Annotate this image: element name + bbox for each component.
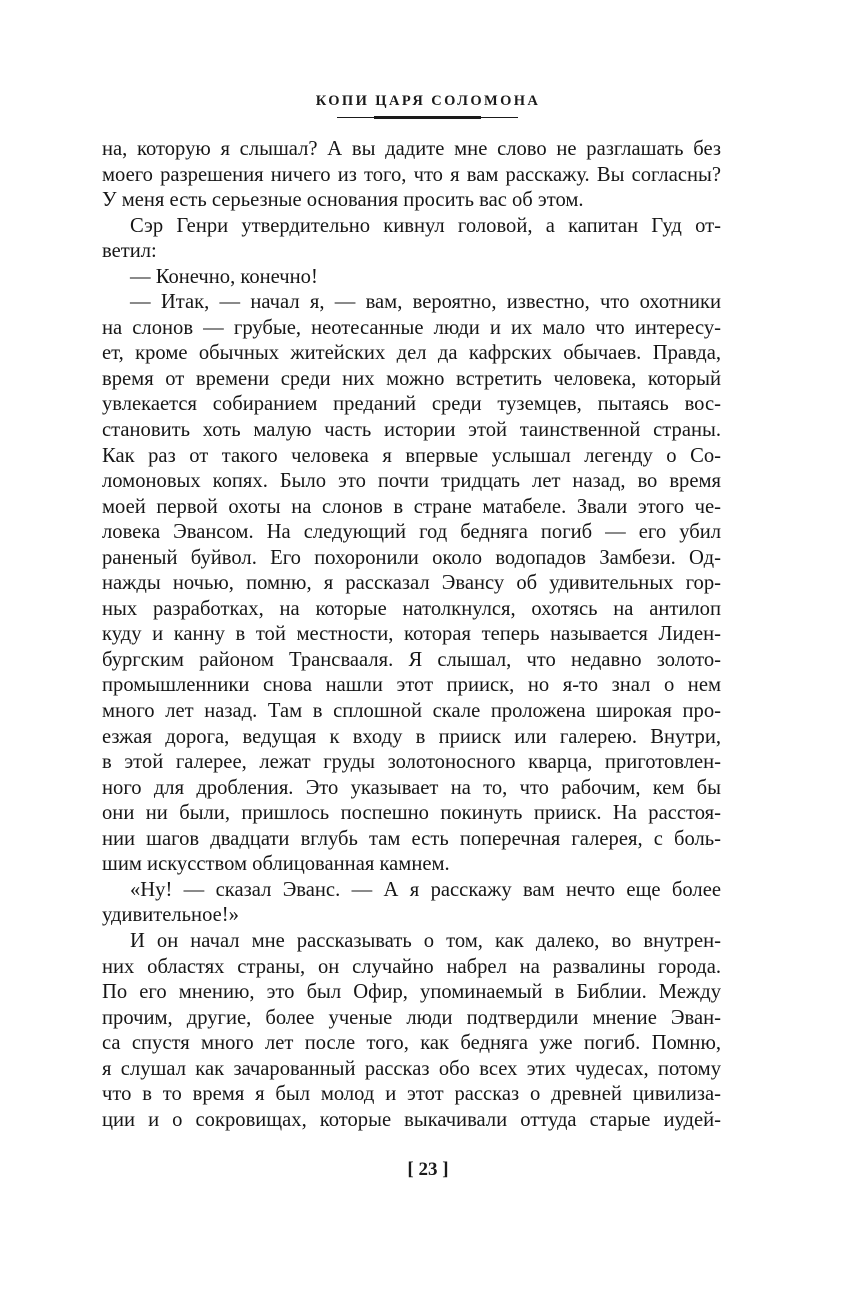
text-line: Сэр Генри утвердительно кивнул головой, а капитан Гуд от- — [130, 214, 721, 237]
text-line: я слушал как зачарованный рассказ обо всех этих чудесах, потому — [102, 1057, 721, 1080]
text-line: удивительное!» — [102, 904, 239, 927]
text-line: промышленники снова нашли этот прииск, но я-то знал о нем — [102, 674, 721, 697]
text-line: И он начал мне рассказывать о том, как далеко, во внутрен- — [130, 929, 721, 952]
text-line: они ни были, пришлось поспешно покинуть прииск. На расстоя- — [102, 802, 721, 825]
text-line: становить хоть малую часть истории этой таинственной страны. — [102, 419, 721, 442]
text-line: много лет назад. Там в сплошной скале проложена широкая про- — [102, 700, 721, 723]
text-line: нажды ночью, помню, я рассказал Эвансу об удивительных гор- — [102, 572, 721, 595]
text-line: ных разработках, на которые натолкнулся, охотясь на антилоп — [102, 597, 721, 620]
text-line: в этой галерее, лежат груды золотоносного кварца, приготовлен- — [102, 751, 721, 774]
page-number: [ 23 ] — [407, 1159, 449, 1180]
text-line: ного для дробления. Это указывает на то, что рабочим, кем бы — [102, 776, 721, 799]
running-title: КОПИ ЦАРЯ СОЛОМОНА — [315, 93, 541, 109]
text-line: бургским районом Трансвааля. Я слышал, что недавно золото- — [102, 648, 721, 671]
text-line: «Ну! — сказал Эванс. — А я расскажу вам нечто еще более — [130, 878, 721, 901]
text-line: раненый буйвол. Его похоронили около водопадов Замбези. Од- — [102, 546, 721, 569]
text-line: Как раз от такого человека я впервые услышал легенду о Со- — [102, 444, 721, 467]
text-line: что в то время я был молод и этот рассказ о древней цивилиза- — [102, 1083, 721, 1106]
text-line: прочим, другие, более ученые люди подтвердили мнение Эван- — [102, 1006, 721, 1029]
text-line: — Итак, — начал я, — вам, вероятно, известно, что охотники — [130, 291, 721, 314]
text-line: са спустя много лет после того, как бедняга уже погиб. Помню, — [102, 1032, 721, 1055]
body-text — [102, 137, 721, 1133]
text-line: куду и канну в той местности, которая теперь называется Лиден- — [102, 623, 721, 646]
text-line: ломоновых копях. Было это почти тридцать лет назад, во время — [102, 470, 721, 493]
header-rule-accent — [374, 116, 481, 119]
text-line: — Конечно, конечно! — [130, 265, 318, 288]
text-line: моего разрешения ничего из того, что я вам расскажу. Вы согласны? — [102, 163, 721, 186]
text-line: на, которую я слышал? А вы дадите мне слово не разглашать без — [102, 138, 721, 160]
text-line: нии шагов двадцати вглубь там есть поперечная галерея, с боль- — [102, 827, 721, 850]
text-line: У меня есть серьезные основания просить вас об этом. — [102, 189, 584, 212]
text-line: увлекается собиранием преданий среди туземцев, пытаясь вос- — [102, 393, 721, 416]
text-line: время от времени среди них можно встретить человека, который — [102, 367, 721, 390]
text-line: ции и о сокровищах, которые выкачивали оттуда старые иудей- — [102, 1108, 721, 1131]
text-line: езжая дорога, ведущая к входу в прииск или галерею. Внутри, — [102, 725, 721, 748]
text-line: ловека Эвансом. На следующий год бедняга погиб — его убил — [102, 521, 721, 544]
text-line: на слонов — грубые, неотесанные люди и их мало что интересу- — [102, 316, 721, 339]
text-line: ет, кроме обычных житейских дел да кафрских обычаев. Правда, — [102, 342, 721, 365]
running-head — [0, 92, 856, 110]
text-line: По его мнению, это был Офир, упоминаемый в Библии. Между — [102, 981, 721, 1004]
text-line: шим искусством облицованная камнем. — [102, 853, 450, 876]
text-line: моей первой охоты на слонов в стране матабеле. Звали этого че- — [102, 495, 721, 518]
text-line: них областях страны, он случайно набрел на развалины города. — [102, 955, 721, 978]
text-line: ветил: — [102, 240, 157, 263]
header-rule — [337, 117, 518, 118]
